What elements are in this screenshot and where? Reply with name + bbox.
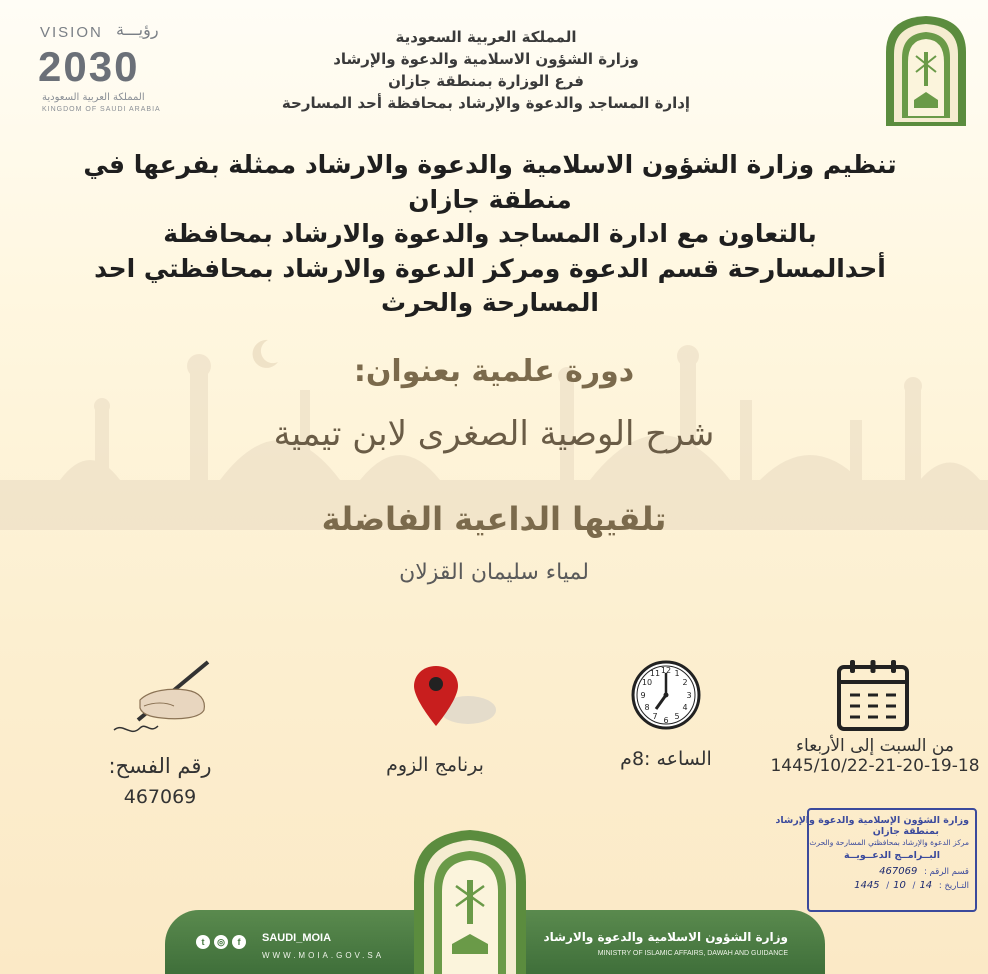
intro-line: المسارحة والحرث <box>380 288 599 317</box>
header-line: المملكة العربية السعودية <box>395 28 577 46</box>
social-handle: SAUDI_MOIA <box>262 932 332 944</box>
stamp-number-label: قسم الرقم : <box>924 867 969 877</box>
permit-info <box>60 754 260 808</box>
website-url: WWW.MOIA.GOV.SA <box>262 951 385 960</box>
clock-icon <box>630 659 702 731</box>
writing-hand-icon <box>110 660 210 746</box>
stamp-number-value: 467069 <box>879 866 918 877</box>
time-text: الساعه :8م <box>620 748 712 770</box>
header-ministry-text <box>256 26 716 114</box>
social-icons <box>196 935 246 949</box>
svg-text:11: 11 <box>649 669 661 678</box>
intro-line: بالتعاون مع ادارة المساجد والدعوة والارشاد بمحافظة <box>163 219 817 248</box>
twitter-icon[interactable]: t <box>196 935 210 949</box>
footer-ministry-emblem <box>410 826 530 974</box>
intro-paragraph <box>60 148 920 321</box>
intro-line: أحدالمسارحة قسم الدعوة ومركز الدعوة والارشاد بمحافظتي احد <box>94 253 886 283</box>
footer-ministry-ar: وزارة الشؤون الاسلامية والدعوة والارشاد <box>543 930 788 944</box>
time-info <box>592 748 740 770</box>
lecturer-name: لمياء سليمان القزلان <box>399 560 589 585</box>
course-label: دورة علمية بعنوان: <box>353 354 635 389</box>
permit-label: رقم الفسح: <box>108 754 212 778</box>
vision-title: VISION <box>40 24 103 41</box>
header-line: وزارة الشؤون الاسلامية والدعوة والإرشاد <box>333 50 639 68</box>
stamp-date-day: 14 <box>919 880 933 891</box>
footer-ministry-en: MINISTRY OF ISLAMIC AFFAIRS, DAWAH AND GUIDANCE <box>597 950 788 957</box>
stamp-line: مركز الدعوة والإرشاد بمحافظتي المسارحة والحرث <box>809 838 969 847</box>
facebook-icon[interactable]: f <box>232 935 246 949</box>
location-pin-icon <box>412 664 498 730</box>
date-value: 1445/10/22-21-20-19-18 <box>770 756 980 776</box>
lecturer-label: تلقيها الداعية الفاضلة <box>321 500 667 538</box>
svg-text:4: 4 <box>682 703 688 712</box>
vision-2030-logo <box>40 20 172 112</box>
vision-subtitle-en: KINGDOM OF SAUDI ARABIA <box>42 106 161 113</box>
stamp-line: البــرامــج الدعــويــة <box>844 850 940 861</box>
svg-text:5: 5 <box>674 712 680 721</box>
svg-text:8: 8 <box>644 703 650 712</box>
svg-text:12: 12 <box>660 666 672 675</box>
stamp-date-year: 1445 <box>854 880 880 891</box>
vision-year: 2030 <box>38 43 140 90</box>
date-days: من السبت إلى الأربعاء <box>796 736 954 756</box>
stamp-date-month: 10 <box>893 880 906 891</box>
calendar-icon <box>836 658 910 732</box>
date-info <box>770 736 980 776</box>
ministry-emblem <box>880 12 972 128</box>
stamp-date-row: التـاريخ : 14/ 10/ 1445 <box>854 880 969 891</box>
stamp-date-label: التـاريخ : <box>938 881 969 891</box>
header-line: إدارة المساجد والدعوة والإرشاد بمحافظة أحد المسارحة <box>281 94 691 112</box>
svg-text:7: 7 <box>652 712 658 721</box>
svg-text:9: 9 <box>640 691 646 700</box>
platform-info <box>360 754 510 776</box>
svg-text:2: 2 <box>682 678 688 687</box>
svg-text:10: 10 <box>641 678 653 687</box>
svg-text:1: 1 <box>674 669 680 678</box>
instagram-icon[interactable]: ◎ <box>214 935 228 949</box>
intro-line: منطقة جازان <box>408 184 572 214</box>
permit-number: 467069 <box>123 786 197 808</box>
vision-subtitle-ar: المملكة العربية السعودية <box>42 92 145 103</box>
course-title: شرح الوصية الصغرى لابن تيمية <box>273 414 715 454</box>
intro-line: تنظيم وزارة الشؤون الاسلامية والدعوة والارشاد ممثلة بفرعها في <box>83 150 897 179</box>
platform-text: برنامج الزوم <box>386 754 484 776</box>
header-line: فرع الوزارة بمنطقة جازان <box>388 72 584 90</box>
stamp-line: وزارة الشؤون الإسلامية والدعوة والإرشاد <box>775 815 969 826</box>
stamp-line: بمنطقة جازان <box>872 826 939 837</box>
vision-title-ar: رؤيـــة <box>116 20 159 39</box>
svg-text:3: 3 <box>686 691 692 700</box>
stamp-number-row <box>815 865 969 879</box>
approval-stamp <box>775 808 977 912</box>
svg-text:6: 6 <box>663 716 669 725</box>
